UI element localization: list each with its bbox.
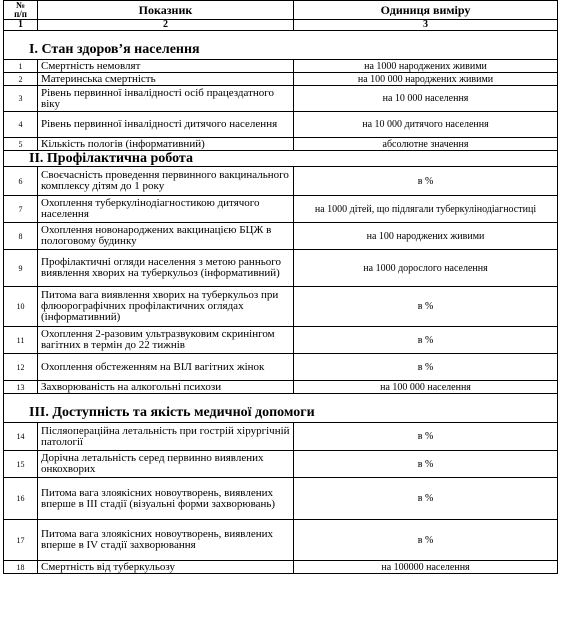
unit-cell: на 10 000 населення (294, 86, 558, 112)
row-number: 4 (4, 112, 38, 138)
indicator-cell: Смертність немовлят (38, 60, 294, 73)
row-number: 15 (4, 451, 38, 478)
row-number: 5 (4, 138, 38, 151)
unit-cell: абсолютне значення (294, 138, 558, 151)
header-number-label: № п/п (14, 0, 27, 19)
table-row (4, 520, 558, 561)
indicator-cell: Охоплення 2-разовим ультразвуковим скринінгом вагітних в термін до 22 тижнів (38, 327, 294, 354)
header-unit: Одиниця виміру (294, 1, 558, 20)
unit-cell: на 100000 населення (294, 561, 558, 574)
row-number: 7 (4, 196, 38, 223)
header-number (4, 1, 38, 20)
row-number: 3 (4, 86, 38, 112)
section-title: II. Профілактична робота (4, 151, 558, 167)
indicator-cell: Охоплення обстеженням на ВІЛ вагітних жінок (38, 354, 294, 381)
section-row-2 (4, 151, 558, 167)
indicator-cell: Материнська смертність (38, 73, 294, 86)
indicators-table (3, 0, 558, 574)
unit-cell: на 10 000 дитячого населення (294, 112, 558, 138)
unit-cell: на 1000 дітей, що підлягали туберкулінодіагностиці (294, 196, 558, 223)
unit-cell: в % (294, 287, 558, 327)
table-row (4, 196, 558, 223)
unit-cell: в % (294, 423, 558, 451)
unit-cell: на 1000 дорослого населення (294, 250, 558, 287)
column-number-2: 2 (38, 20, 294, 31)
section-title: III. Доступність та якість медичної допомоги (4, 394, 558, 423)
section-title: I. Стан здоров’я населення (4, 31, 558, 60)
table-row (4, 381, 558, 394)
unit-cell: в % (294, 327, 558, 354)
table-row (4, 287, 558, 327)
table-row (4, 60, 558, 73)
unit-cell: в % (294, 451, 558, 478)
row-number: 1 (4, 60, 38, 73)
indicator-cell: Рівень первинної інвалідності дитячого населення (38, 112, 294, 138)
indicator-cell: Захворюваність на алкогольні психози (38, 381, 294, 394)
row-number: 12 (4, 354, 38, 381)
header-indicator: Показник (38, 1, 294, 20)
column-number-row (4, 20, 558, 31)
table-row (4, 73, 558, 86)
table-row (4, 138, 558, 151)
indicator-cell: Своєчасність проведення первинного вакцинального комплексу дітям до 1 року (38, 167, 294, 196)
indicator-cell: Дорічна летальність серед первинно виявлених онкохворих (38, 451, 294, 478)
indicator-cell: Рівень первинної інвалідності осіб працездатного віку (38, 86, 294, 112)
row-number: 2 (4, 73, 38, 86)
indicator-cell: Кількість пологів (інформативний) (38, 138, 294, 151)
table-row (4, 478, 558, 520)
table-row (4, 561, 558, 574)
column-number-1: 1 (4, 20, 38, 31)
unit-cell: на 100 народжених живими (294, 223, 558, 250)
row-number: 10 (4, 287, 38, 327)
indicator-cell: Охоплення новонароджених вакцинацією БЦЖ в пологовому будинку (38, 223, 294, 250)
table-row (4, 223, 558, 250)
unit-cell: в % (294, 520, 558, 561)
row-number: 9 (4, 250, 38, 287)
table-row (4, 250, 558, 287)
header-row (4, 1, 558, 20)
table-row (4, 86, 558, 112)
row-number: 8 (4, 223, 38, 250)
table-row (4, 451, 558, 478)
indicator-cell: Питома вага злоякісних новоутворень, виявлених вперше в ІІІ стадії (візуальні форми захворювань) (38, 478, 294, 520)
indicator-cell: Смертність від туберкульозу (38, 561, 294, 574)
indicator-cell: Охоплення туберкулінодіагностикою дитячого населення (38, 196, 294, 223)
table-row (4, 167, 558, 196)
indicator-cell: Післяопераційна летальність при гострій хірургічній патології (38, 423, 294, 451)
column-number-3: 3 (294, 20, 558, 31)
row-number: 17 (4, 520, 38, 561)
section-row-1 (4, 31, 558, 60)
table-row (4, 423, 558, 451)
indicators-table-body (4, 1, 558, 574)
unit-cell: в % (294, 167, 558, 196)
row-number: 18 (4, 561, 38, 574)
table-row (4, 354, 558, 381)
section-row-3 (4, 394, 558, 423)
unit-cell: на 1000 народжених живими (294, 60, 558, 73)
unit-cell: на 100 000 народжених живими (294, 73, 558, 86)
unit-cell: в % (294, 478, 558, 520)
row-number: 11 (4, 327, 38, 354)
row-number: 6 (4, 167, 38, 196)
row-number: 16 (4, 478, 38, 520)
indicator-cell: Питома вага злоякісних новоутворень, виявлених вперше в IV стадії захворювання (38, 520, 294, 561)
indicator-cell: Питома вага виявлення хворих на туберкульоз при флюорографічних профілактичних оглядах (інформативний) (38, 287, 294, 327)
table-row (4, 327, 558, 354)
row-number: 14 (4, 423, 38, 451)
unit-cell: на 100 000 населення (294, 381, 558, 394)
unit-cell: в % (294, 354, 558, 381)
indicator-cell: Профілактичні огляди населення з метою раннього виявлення хворих на туберкульоз (інформативний) (38, 250, 294, 287)
table-row (4, 112, 558, 138)
row-number: 13 (4, 381, 38, 394)
